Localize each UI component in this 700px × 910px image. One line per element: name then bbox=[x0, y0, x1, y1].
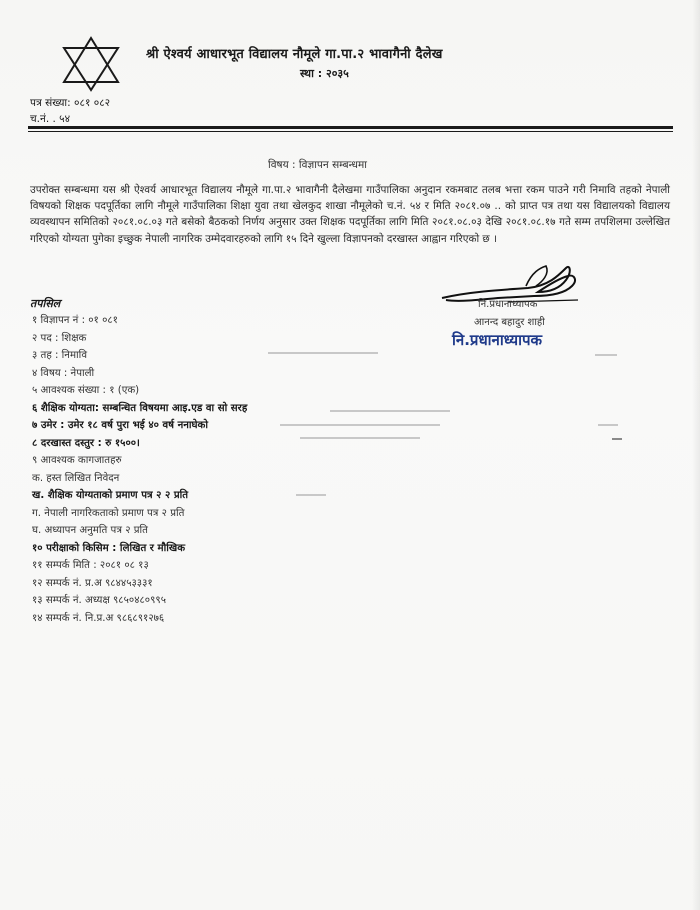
detail-item: ५ आवश्यक संख्या : १ (एक) bbox=[32, 385, 140, 396]
official-stamp: नि.प्रधानाध्यापक bbox=[452, 331, 543, 349]
established-year: स्था : २०३५ bbox=[300, 67, 349, 80]
detail-item: १० परीक्षाको किसिम : लिखित र मौखिक bbox=[32, 542, 186, 554]
detail-item: घ. अध्यापन अनुमति पत्र २ प्रति bbox=[32, 525, 148, 536]
school-name: श्री ऐश्वर्य आधारभूत विद्यालय नौमूले गा.पा.२ भावागैनी दैलेख bbox=[146, 47, 443, 62]
details-list bbox=[32, 312, 332, 627]
dispatch-number: च.नं. . ५४ bbox=[30, 113, 71, 125]
signatory-title: नि.प्रधानाध्यापक bbox=[478, 299, 538, 310]
bleed-mark bbox=[300, 437, 420, 439]
detail-item: ग. नेपाली नागरिकताको प्रमाण पत्र २ प्रति bbox=[32, 507, 185, 519]
letter-body: उपरोक्त सम्बन्धमा यस श्री ऐश्वर्य आधारभूत विद्यालय नौमूले गा.पा.२ भावागैनी दैलेखमा गाउँपालिका अनुदान रकमबाट तलब भत्ता रकम पाउने गरी निमावि तहको नेपाली विषयको शिक्षक पदपूर्तिका लागि नौमूले गाउँपालिका शिक्षा युवा तथा खेलकुद शाखा नौमूलेको च.नं. ५४ र मिति २०८१.०७ .. को प्राप्त पत्र तथा यस विद्यालयको विद्यालय व्यवस्थापन समितिको २०८१.०८.०३ गते बसेको बैठकको निर्णय अनुसार उक्त शिक्षक पदपूर्तिका लागि मिति २०८१.०८.०३ देखि २०८१.०८.१७ गते सम्म तपशिलमा उल्लेखित गरिएको योग्यता पुगेका इच्छुक नेपाली नागरिक उम्मेदवारहरुको लागि १५ दिने खुल्ला विज्ञापनको दरखास्त आह्वान गरिएको छ । bbox=[30, 184, 670, 245]
detail-item: १३ सम्पर्क नं. अध्यक्ष ९८५०४८०९९५ bbox=[32, 595, 166, 606]
detail-item: ४ विषय : नेपाली bbox=[32, 367, 95, 379]
detail-item: ८ दरखास्त दस्तुर : रु १५००। bbox=[32, 437, 140, 449]
detail-item: ११ सम्पर्क मिति : २०८१ ०८ १३ bbox=[32, 560, 149, 571]
letter-subject: विषय : विज्ञापन सम्बन्धमा bbox=[268, 159, 367, 171]
star-of-david-emblem-icon bbox=[60, 36, 122, 92]
bleed-mark bbox=[330, 410, 450, 412]
bleed-mark bbox=[280, 424, 440, 426]
bleed-mark bbox=[598, 424, 618, 426]
detail-item: ७ उमेर : उमेर १८ वर्ष पुरा भई ४० वर्ष ननाघेको bbox=[32, 420, 209, 431]
header-divider-thin bbox=[28, 131, 673, 132]
detail-item: १४ सम्पर्क नं. नि.प्र.अ ९८६८९१२७६ bbox=[32, 612, 165, 624]
detail-item: ख. शैक्षिक योग्यताको प्रमाण पत्र २ २ प्रति bbox=[32, 490, 189, 501]
bleed-mark bbox=[296, 494, 326, 496]
page-edge-shadow bbox=[692, 0, 700, 910]
detail-item: १ विज्ञापन नं : ०१ ०८१ bbox=[32, 315, 118, 326]
detail-item: १२ सम्पर्क नं. प्र.अ ९८४४५३३३१ bbox=[32, 577, 153, 589]
bleed-mark bbox=[612, 438, 622, 440]
header-divider bbox=[28, 126, 673, 129]
detail-item: २ पद : शिक्षक bbox=[32, 332, 87, 344]
bleed-mark bbox=[595, 354, 617, 356]
bleed-mark bbox=[268, 352, 378, 354]
detail-item: ६ शैक्षिक योग्यता: सम्बन्धित विषयमा आइ.एड वा सो सरह bbox=[32, 402, 248, 414]
detail-item: क. हस्त लिखित निवेदन bbox=[32, 472, 120, 484]
signatory-name: आनन्द बहादुर शाही bbox=[474, 317, 545, 328]
detail-item: ३ तह : निमावि bbox=[32, 350, 87, 361]
letter-number: पत्र संख्या: ०८१ ०८२ bbox=[30, 97, 111, 109]
detail-item: ९ आवश्यक कागजातहरु bbox=[32, 455, 122, 466]
details-heading: तपसिल bbox=[30, 297, 61, 310]
